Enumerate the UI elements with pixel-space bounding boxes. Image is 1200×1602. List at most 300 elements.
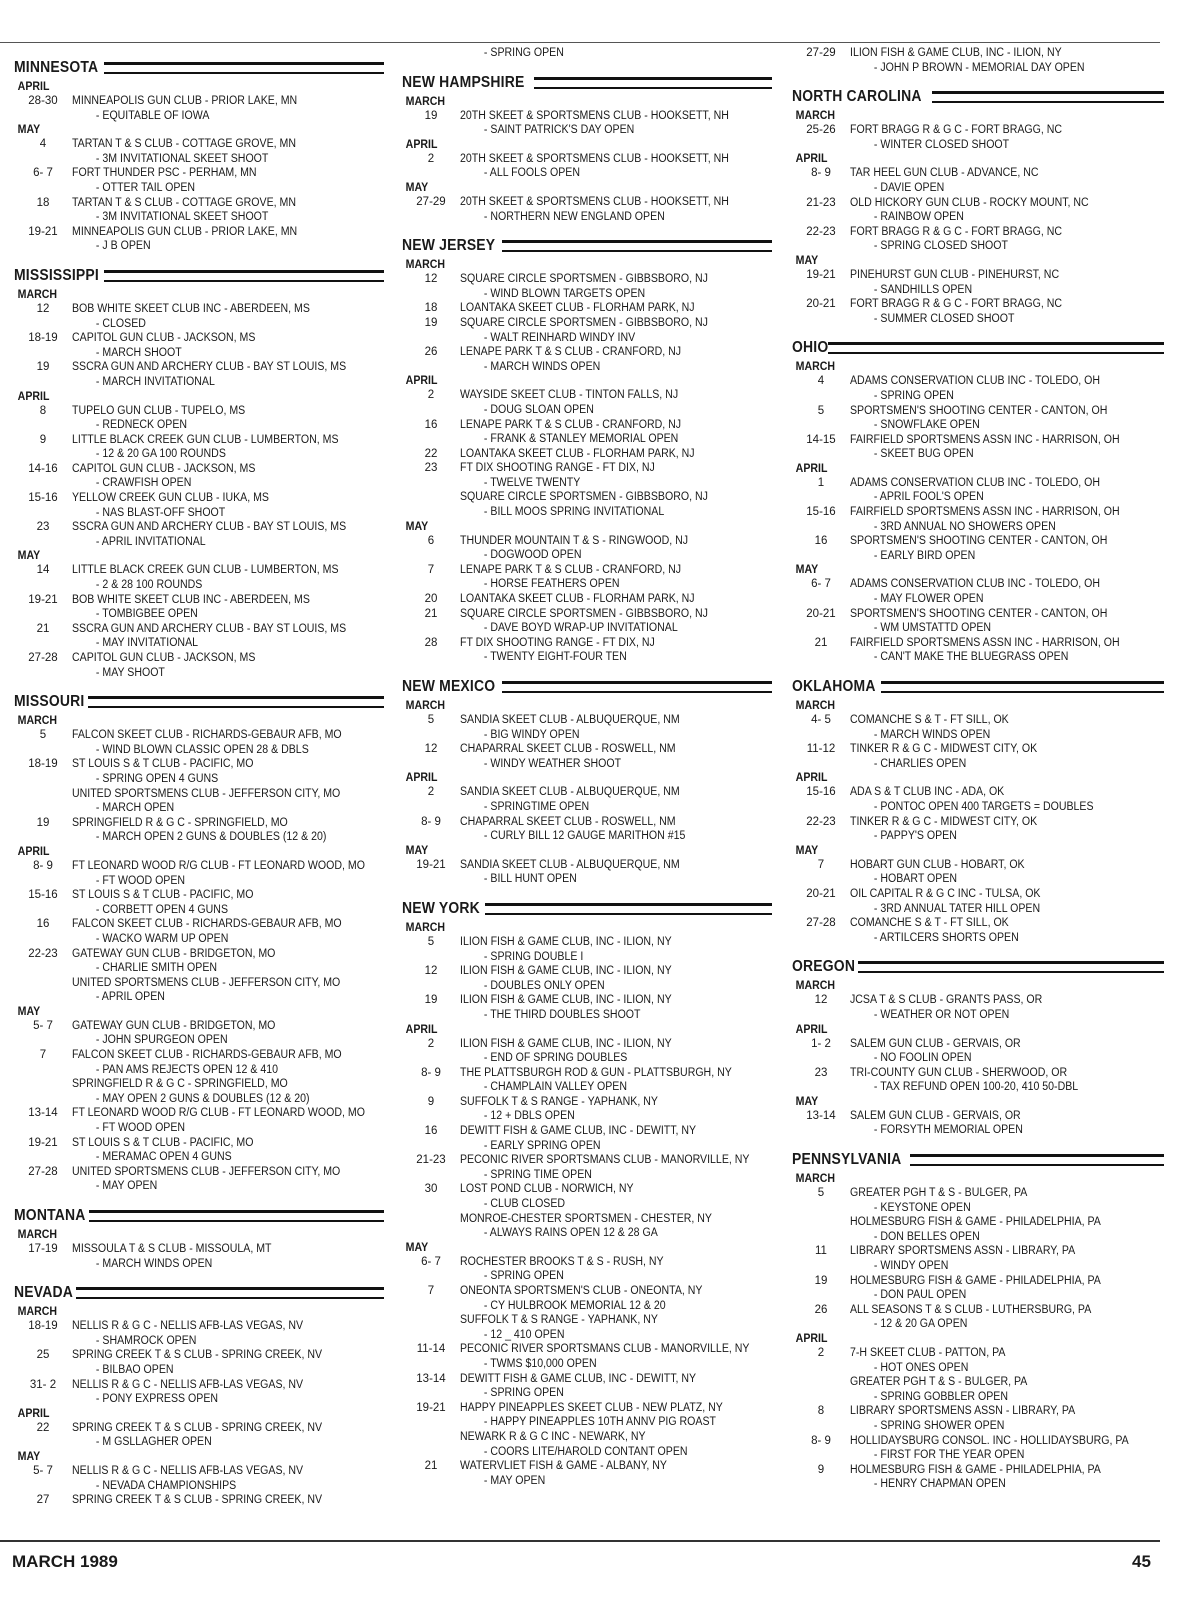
event-dates: 16 <box>424 1125 438 1138</box>
event-dates: 19-21 <box>28 593 58 606</box>
event-dates <box>792 1375 850 1404</box>
state-section <box>792 675 1164 945</box>
event-entry <box>14 1493 384 1508</box>
event-club: CAPITOL GUN CLUB - JACKSON, MS <box>72 652 256 664</box>
event-body <box>72 1493 384 1508</box>
event-club: OLD HICKORY GUN CLUB - ROCKY MOUNT, NC <box>850 196 1089 209</box>
event-name: - HAPPY PINEAPPLES 10TH ANNV PIG ROAST <box>483 1416 716 1429</box>
event-name: - APRIL FOOL'S OPEN <box>873 491 984 504</box>
event-name: - WINDY WEATHER SHOOT <box>483 757 622 770</box>
event-body <box>850 297 1164 326</box>
event-dates: 31- 2 <box>29 1378 57 1391</box>
event-name: - TWELVE TWENTY <box>483 476 581 489</box>
event-club: SPORTSMEN'S SHOOTING CENTER - CANTON, OH <box>850 535 1108 548</box>
event-dates: 1 <box>817 476 825 489</box>
event-entry <box>792 46 1164 75</box>
heading-rule <box>534 77 772 89</box>
event-name: - HOBART OPEN <box>873 873 958 886</box>
event-entry <box>402 345 772 374</box>
page-number: 45 <box>1132 1552 1151 1571</box>
event-dates <box>14 1077 72 1106</box>
event-body <box>850 1375 1164 1404</box>
event-entry <box>402 1212 772 1241</box>
event-entry <box>402 1401 772 1430</box>
event-entry <box>14 1048 384 1077</box>
event-dates: 5 <box>817 404 825 417</box>
event-entry <box>792 577 1164 606</box>
event-entry <box>792 1244 1164 1273</box>
event-entry <box>402 1095 772 1124</box>
event-dates: 20-21 <box>806 607 836 620</box>
event-body <box>72 787 384 816</box>
event-club: YELLOW CREEK GUN CLUB - IUKA, MS <box>72 492 269 505</box>
event-club: SPRINGFIELD R & G C - SPRINGFIELD, MO <box>72 816 288 829</box>
event-dates: 13-14 <box>416 1372 446 1385</box>
month-label: MAY <box>405 844 429 857</box>
event-body <box>72 1421 384 1450</box>
column-2 <box>402 46 772 1488</box>
event-name: - TWMS $10,000 OPEN <box>483 1357 597 1370</box>
state-section <box>792 1148 1164 1492</box>
event-club: LITTLE BLACK CREEK GUN CLUB - LUMBERTON, MS <box>72 564 339 577</box>
event-entry <box>402 607 772 636</box>
state-section <box>792 46 1164 75</box>
heading-rule <box>502 240 772 252</box>
event-dates: 21 <box>424 607 438 620</box>
event-dates: 19 <box>36 816 50 829</box>
issue-date: MARCH 1989 <box>12 1552 118 1571</box>
event-body <box>72 1319 384 1348</box>
event-entry <box>402 563 772 592</box>
month-label: MAY <box>405 520 429 533</box>
event-dates: 23 <box>814 1066 828 1079</box>
event-body <box>72 462 384 491</box>
event-club: HOBART GUN CLUB - HOBART, OK <box>850 858 1025 871</box>
event-club: CHAPARRAL SKEET CLUB - ROSWELL, NM <box>460 815 676 828</box>
heading-rule <box>828 342 1164 354</box>
event-body <box>460 1037 772 1066</box>
month-label: APRIL <box>405 1023 438 1036</box>
event-club: SQUARE CIRCLE SPORTSMEN - GIBBSBORO, NJ <box>460 607 708 620</box>
event-body <box>850 1244 1164 1273</box>
event-entry <box>792 1303 1164 1332</box>
event-dates: 18-19 <box>28 1320 58 1333</box>
event-dates: 28 <box>424 636 438 649</box>
event-body <box>850 1434 1164 1463</box>
event-name: - EQUITABLE OF IOWA <box>95 109 210 122</box>
heading-rule <box>76 1287 384 1299</box>
event-name: - JOHN P BROWN - MEMORIAL DAY OPEN <box>873 61 1085 74</box>
event-body <box>460 195 772 224</box>
event-club: LENAPE PARK T & S CLUB - CRANFORD, NJ <box>460 418 682 431</box>
event-entry <box>402 1372 772 1401</box>
event-dates: 7 <box>817 858 825 871</box>
event-club: SPORTSMEN'S SHOOTING CENTER - CANTON, OH <box>850 404 1108 417</box>
event-club: NEWARK R & G C INC - NEWARK, NY <box>460 1430 646 1443</box>
event-entry <box>14 520 384 549</box>
state-title: MISSISSIPPI <box>14 266 99 284</box>
event-club: ST LOUIS S & T CLUB - PACIFIC, MO <box>72 889 254 902</box>
event-body <box>72 491 384 520</box>
event-entry <box>14 757 384 786</box>
event-body <box>72 1464 384 1493</box>
event-dates: 4 <box>817 375 825 388</box>
month-label: APRIL <box>795 1333 828 1345</box>
event-name: - SAINT PATRICK'S DAY OPEN <box>483 124 635 137</box>
event-entry <box>14 462 384 491</box>
event-club: UNITED SPORTSMENS CLUB - JEFFERSON CITY, MO <box>72 976 341 989</box>
event-body <box>72 593 384 622</box>
event-club: SANDIA SKEET CLUB - ALBUQUERQUE, NM <box>460 786 680 799</box>
event-body <box>460 345 772 374</box>
event-entry <box>14 1019 384 1048</box>
event-club: 7-H SKEET CLUB - PATTON, PA <box>850 1347 1006 1359</box>
event-dates: 1- 2 <box>811 1037 831 1050</box>
event-club: HOLMESBURG FISH & GAME - PHILADELPHIA, PA <box>850 1463 1101 1476</box>
event-body <box>72 859 390 888</box>
event-club: FALCON SKEET CLUB - RICHARDS-GEBAUR AFB, MO <box>72 729 342 742</box>
event-name: - CAN'T MAKE THE BLUEGRASS OPEN <box>873 651 1069 664</box>
event-body <box>460 1284 772 1313</box>
event-name: - SPRINGTIME OPEN <box>483 800 590 813</box>
event-name: - TAX REFUND OPEN 100-20, 410 50-DBL <box>873 1081 1079 1094</box>
event-dates: 4- 5 <box>811 714 831 726</box>
event-dates: 26 <box>424 346 438 359</box>
event-body <box>72 563 384 592</box>
event-entry <box>14 859 384 888</box>
event-entry <box>14 888 384 917</box>
event-name: - TOMBIGBEE OPEN <box>95 608 198 621</box>
event-name: - FIRST FOR THE YEAR OPEN <box>873 1449 1025 1462</box>
event-club: TARTAN T & S CLUB - COTTAGE GROVE, MN <box>72 138 296 151</box>
event-entry <box>792 268 1164 297</box>
event-name: - OTTER TAIL OPEN <box>95 181 196 194</box>
event-club: SSCRA GUN AND ARCHERY CLUB - BAY ST LOUIS, MS <box>72 622 347 635</box>
event-name: - CHARLIE SMITH OPEN <box>95 962 218 975</box>
event-body <box>460 935 772 964</box>
event-body <box>850 404 1164 433</box>
state-title: OKLAHOMA <box>792 678 876 695</box>
event-dates: 21 <box>814 636 828 649</box>
event-dates: 2 <box>427 1037 435 1050</box>
event-name: - APRIL OPEN <box>95 991 165 1004</box>
event-body <box>850 815 1164 844</box>
state-heading <box>14 56 384 80</box>
event-entry <box>14 331 384 360</box>
state-heading <box>792 1148 1164 1172</box>
event-name: - MARCH WINDS OPEN <box>95 1257 213 1270</box>
event-name: - 2 & 28 100 ROUNDS <box>95 579 203 592</box>
event-entry <box>792 916 1164 945</box>
event-body <box>460 1255 772 1284</box>
event-entry <box>14 166 384 195</box>
event-entry <box>402 534 772 563</box>
event-name: - WINDY OPEN <box>873 1260 949 1273</box>
event-name: - NO FOOLIN OPEN <box>873 1052 972 1065</box>
event-name: - MAY SHOOT <box>95 666 165 679</box>
event-entry <box>792 713 1164 742</box>
event-club: ILION FISH & GAME CLUB, INC - ILION, NY <box>460 965 672 978</box>
state-section <box>14 1204 384 1271</box>
month-label: APRIL <box>795 462 828 475</box>
event-dates: 14 <box>36 564 50 577</box>
event-body <box>460 592 772 607</box>
event-body <box>460 607 772 636</box>
event-body <box>460 858 772 887</box>
month-label: MARCH <box>405 921 446 934</box>
event-body <box>460 1124 772 1153</box>
event-dates: 16 <box>36 918 50 931</box>
event-name: - SPRING OPEN 4 GUNS <box>95 772 219 785</box>
event-body <box>850 196 1164 225</box>
event-entry <box>14 1165 384 1194</box>
event-body <box>72 622 384 651</box>
event-club: 20TH SKEET & SPORTSMENS CLUB - HOOKSETT, NH <box>460 109 729 122</box>
event-body <box>850 1404 1164 1433</box>
month-label: MARCH <box>405 95 446 108</box>
event-club: NELLIS R & G C - NELLIS AFB-LAS VEGAS, NV <box>72 1464 304 1477</box>
state-heading <box>792 955 1164 979</box>
event-name: - MARCH INVITATIONAL <box>95 375 215 388</box>
event-name: - WIND BLOWN CLASSIC OPEN 28 & DBLS <box>95 743 309 756</box>
event-club: THE PLATTSBURGH ROD & GUN - PLATTSBURGH, NY <box>460 1066 732 1079</box>
event-body <box>72 520 384 549</box>
event-body <box>72 947 384 976</box>
event-entry <box>14 1077 384 1106</box>
event-dates: 22-23 <box>806 815 836 828</box>
event-name: - JOHN SPURGEON OPEN <box>95 1034 228 1047</box>
event-body <box>72 360 384 389</box>
event-body <box>72 225 384 254</box>
event-entry <box>402 592 772 607</box>
state-heading <box>402 897 772 921</box>
event-entry <box>14 1242 384 1271</box>
event-dates: 2 <box>427 389 435 402</box>
event-body <box>72 728 384 757</box>
event-entry <box>792 123 1164 152</box>
state-section <box>14 690 384 1194</box>
event-name: - 12 + DBLS OPEN <box>483 1110 575 1123</box>
event-club: ALL SEASONS T & S CLUB - LUTHERSBURG, PA <box>850 1303 1092 1316</box>
event-name: - DON PAUL OPEN <box>873 1289 967 1302</box>
state-heading <box>14 264 384 288</box>
event-club: TINKER R & G C - MIDWEST CITY, OK <box>850 743 1038 756</box>
event-club: LITTLE BLACK CREEK GUN CLUB - LUMBERTON, MS <box>72 433 339 446</box>
event-entry <box>402 447 772 462</box>
event-body <box>850 1186 1164 1215</box>
heading-rule <box>881 681 1164 693</box>
event-body <box>72 651 384 680</box>
event-club: TRI-COUNTY GUN CLUB - SHERWOOD, OR <box>850 1066 1068 1079</box>
event-name: - SANDHILLS OPEN <box>873 283 973 296</box>
month-label: MAY <box>17 550 41 563</box>
event-name: - BILL MOOS SPRING INVITATIONAL <box>483 506 665 519</box>
event-body <box>850 1037 1164 1066</box>
event-dates: 27-28 <box>806 917 836 930</box>
state-title: NEVADA <box>14 1284 73 1302</box>
event-entry <box>402 1459 772 1488</box>
event-body <box>460 742 772 771</box>
event-club: FALCON SKEET CLUB - RICHARDS-GEBAUR AFB, MO <box>72 1049 342 1062</box>
event-club: PINEHURST GUN CLUB - PINEHURST, NC <box>850 268 1060 281</box>
event-dates: 21 <box>36 622 50 635</box>
event-entry <box>14 360 384 389</box>
event-entry <box>14 302 384 331</box>
month-label: APRIL <box>17 845 50 858</box>
event-name: - WEATHER OR NOT OPEN <box>873 1008 1010 1021</box>
event-dates: 6- 7 <box>811 578 831 591</box>
event-name: - BIG WINDY OPEN <box>483 728 580 741</box>
event-name: - DAVE BOYD WRAP-UP INVITATIONAL <box>483 622 678 635</box>
state-section <box>14 264 384 680</box>
event-body <box>850 1463 1164 1492</box>
month-label: MARCH <box>795 1173 836 1186</box>
event-body <box>460 815 772 844</box>
state-title: PENNSYLVANIA <box>792 1151 902 1169</box>
event-body <box>72 816 384 845</box>
event-entry <box>792 1186 1164 1215</box>
event-club: SUFFOLK T & S RANGE - YAPHANK, NY <box>460 1314 658 1327</box>
event-entry <box>792 225 1164 254</box>
event-entry <box>402 1066 772 1095</box>
event-body <box>850 713 1164 742</box>
event-club: ST LOUIS S & T CLUB - PACIFIC, MO <box>72 758 254 771</box>
month-label: MARCH <box>17 1229 58 1241</box>
event-club: NELLIS R & G C - NELLIS AFB-LAS VEGAS, NV <box>72 1320 304 1333</box>
event-body <box>850 374 1164 403</box>
event-club: TAR HEEL GUN CLUB - ADVANCE, NC <box>850 167 1039 180</box>
event-club: TINKER R & G C - MIDWEST CITY, OK <box>850 815 1038 828</box>
event-dates: 18-19 <box>28 758 58 771</box>
event-club: SPRING CREEK T & S CLUB - SPRING CREEK, NV <box>72 1421 323 1434</box>
event-body <box>72 404 384 433</box>
event-entry <box>14 917 384 946</box>
event-body <box>850 1303 1164 1332</box>
event-name: - CURLY BILL 12 GAUGE MARITHON #15 <box>483 830 686 843</box>
event-entry <box>402 742 772 771</box>
event-body <box>72 166 384 195</box>
event-club: MINNEAPOLIS GUN CLUB - PRIOR LAKE, MN <box>72 225 298 238</box>
event-club: JCSA T & S CLUB - GRANTS PASS, OR <box>850 994 1043 1007</box>
event-entry <box>14 404 384 433</box>
event-dates: 26 <box>814 1303 828 1316</box>
event-entry <box>792 1404 1164 1433</box>
event-name: - ARTILCERS SHORTS OPEN <box>873 931 1019 944</box>
state-title: OHIO <box>792 339 829 357</box>
column-1 <box>14 46 384 1508</box>
event-name: - WM UMSTATTD OPEN <box>873 622 992 635</box>
event-name: - PAPPY'S OPEN <box>873 830 957 843</box>
event-dates: 8- 9 <box>421 815 441 828</box>
event-entry <box>402 272 772 301</box>
event-dates: 21-23 <box>416 1154 446 1167</box>
state-section <box>14 56 384 254</box>
month-label: MAY <box>795 564 819 577</box>
event-entry <box>402 316 772 345</box>
event-name: - SPRING GOBBLER OPEN <box>873 1390 1008 1403</box>
event-dates: 19 <box>814 1274 828 1287</box>
state-section <box>792 336 1164 665</box>
heading-rule <box>858 961 1164 973</box>
month-label: MARCH <box>17 1306 58 1319</box>
month-label: MAY <box>405 181 429 194</box>
event-entry <box>792 858 1164 887</box>
event-entry <box>402 1153 772 1182</box>
event-name: - SPRING DOUBLE I <box>483 950 584 963</box>
state-section <box>14 1281 384 1508</box>
event-dates: 20-21 <box>806 887 836 900</box>
event-name: - WINTER CLOSED SHOOT <box>873 138 1010 151</box>
event-entry <box>402 935 772 964</box>
event-club: ST LOUIS S & T CLUB - PACIFIC, MO <box>72 1136 254 1149</box>
event-dates <box>402 1430 460 1459</box>
event-name: - SPRING CLOSED SHOOT <box>873 240 1008 253</box>
event-name: - MARCH WINDS OPEN <box>483 360 601 373</box>
heading-rule <box>932 91 1164 103</box>
event-club: TARTAN T & S CLUB - COTTAGE GROVE, MN <box>72 196 296 209</box>
event-name: - PONY EXPRESS OPEN <box>95 1393 219 1406</box>
event-body <box>460 1212 772 1241</box>
event-body <box>460 1372 772 1401</box>
event-dates: 18 <box>424 302 438 315</box>
event-dates: 18-19 <box>28 332 58 345</box>
event-entry <box>14 976 384 1005</box>
event-entry <box>14 947 384 976</box>
event-entry <box>792 607 1164 636</box>
event-entry <box>402 858 772 887</box>
event-name: - FRANK & STANLEY MEMORIAL OPEN <box>483 433 679 446</box>
event-entry <box>402 1037 772 1066</box>
event-dates: 25-26 <box>806 124 836 137</box>
event-name: - CHARLIES OPEN <box>873 757 967 770</box>
event-name: - MAY FLOWER OPEN <box>873 593 984 606</box>
event-entry <box>792 785 1164 814</box>
event-body <box>850 225 1164 254</box>
state-section <box>402 897 772 1488</box>
event-dates: 16 <box>814 535 828 548</box>
month-label: MAY <box>17 1450 41 1463</box>
event-dates: 19-21 <box>806 268 836 281</box>
event-dates: 19-21 <box>416 858 446 871</box>
event-club: ILION FISH & GAME CLUB, INC - ILION, NY <box>460 935 672 948</box>
event-dates: 5- 7 <box>33 1464 53 1477</box>
event-dates: 19 <box>424 316 438 329</box>
event-body <box>72 1348 384 1377</box>
event-dates: 2 <box>817 1347 825 1359</box>
event-entry <box>792 1037 1164 1066</box>
event-entry <box>402 1124 772 1153</box>
event-dates: 6 <box>427 534 435 547</box>
event-club: GREATER PGH T & S - BULGER, PA <box>850 1187 1028 1200</box>
event-entry <box>14 1348 384 1377</box>
event-club: HOLMESBURG FISH & GAME - PHILADELPHIA, PA <box>850 1216 1101 1229</box>
event-name: - MAY OPEN <box>95 1180 158 1193</box>
event-club: GATEWAY GUN CLUB - BRIDGETON, MO <box>72 1019 276 1032</box>
month-label: APRIL <box>795 772 828 785</box>
event-name: - FT WOOD OPEN <box>95 874 186 887</box>
event-body <box>72 917 384 946</box>
event-body <box>460 1153 775 1182</box>
event-entry <box>792 374 1164 403</box>
event-club: MINNEAPOLIS GUN CLUB - PRIOR LAKE, MN <box>72 95 298 107</box>
state-section <box>402 675 772 887</box>
event-name: - J B OPEN <box>95 240 151 253</box>
event-club: SQUARE CIRCLE SPORTSMEN - GIBBSBORO, NJ <box>460 491 708 504</box>
event-dates: 27-28 <box>28 652 58 664</box>
event-dates: 27-28 <box>28 1165 58 1178</box>
event-dates: 17-19 <box>28 1243 58 1255</box>
event-club: SANDIA SKEET CLUB - ALBUQUERQUE, NM <box>460 714 680 726</box>
